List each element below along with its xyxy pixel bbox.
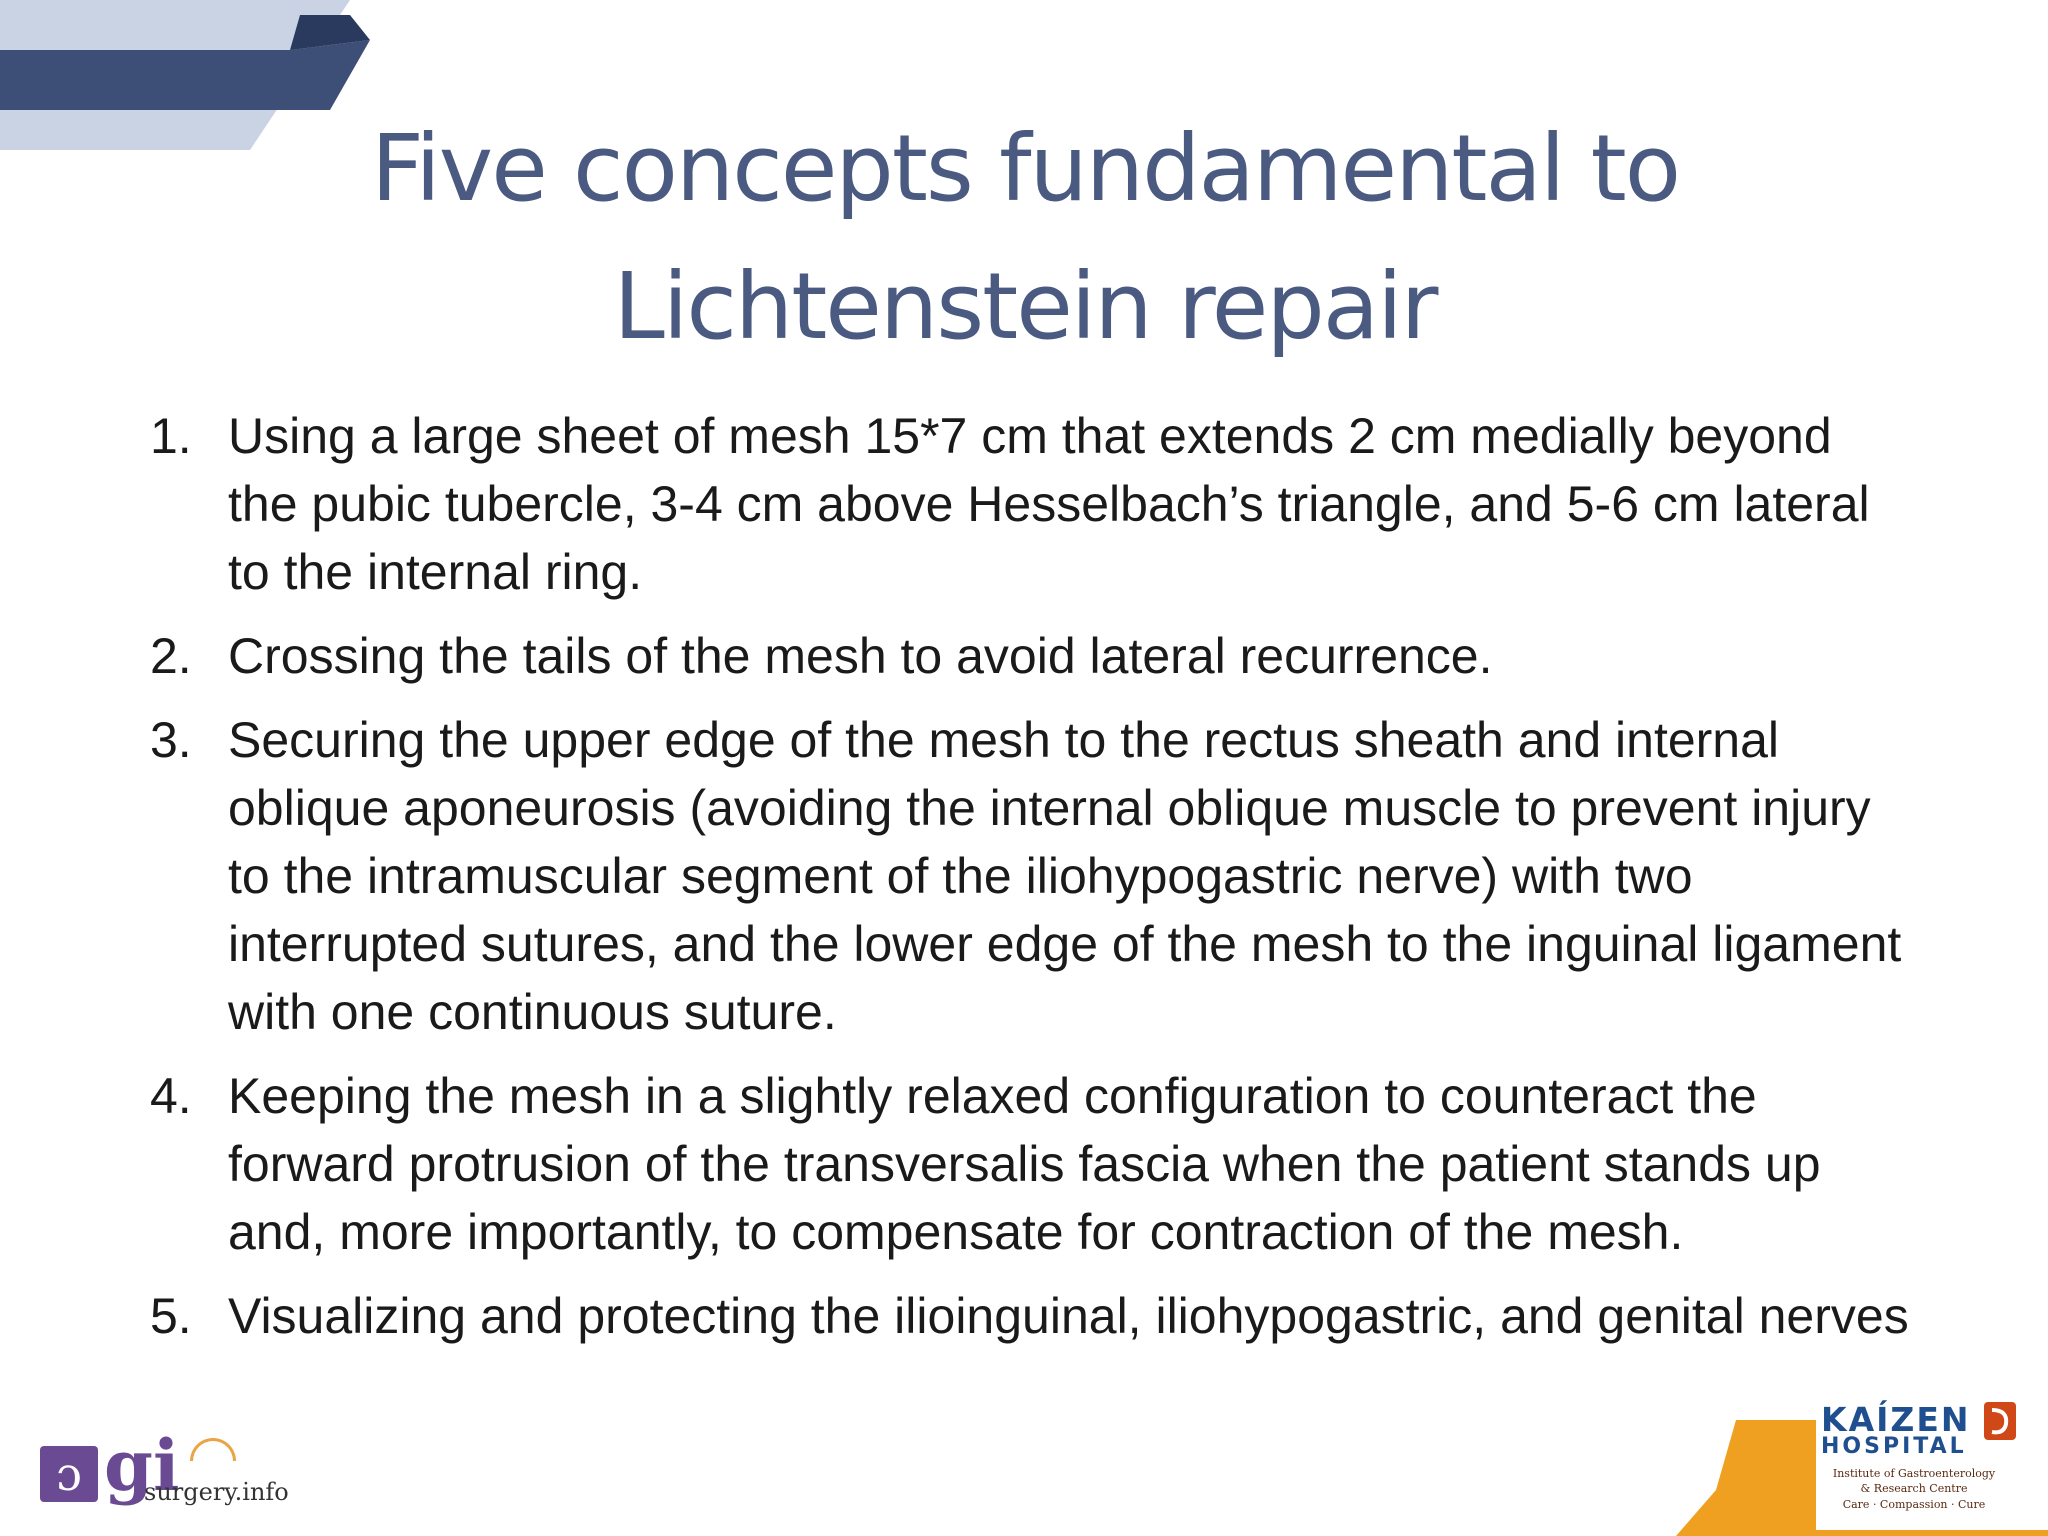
sun-icon [190,1438,236,1461]
list-item [150,622,1910,690]
kaizen-institute-line-2: & Research Centre [1860,1482,1968,1495]
title-line-1: Five concepts fundamental to [370,115,1679,222]
kaizen-institute-line-1: Institute of Gastroenterology [1832,1467,1996,1480]
kaizen-institute [1824,1466,2004,1496]
gisurgery-logo-name: gi [104,1424,180,1507]
list-item-text: Visualizing and protecting the ilioinguinal, iliohypogastric, and genital nerves [228,1288,1909,1344]
gisurgery-logo [40,1424,289,1510]
list-item-text: Keeping the mesh in a slightly relaxed configuration to counteract the forward protrusion of the transversalis fascia when the patient stands up and, more importantly, to compensate for contraction of the mesh. [228,1068,1821,1260]
list-item [150,1062,1910,1266]
slide-title [150,100,1900,376]
list-item [150,1282,1910,1350]
concepts-list [150,402,1910,1366]
list-item [150,402,1910,606]
list-item-text: Using a large sheet of mesh 15*7 cm that extends 2 cm medially beyond the pubic tubercle, 3-4 cm above Hesselbach’s triangle, and 5-6 cm lateral to the internal ring. [228,408,1870,600]
list-item-number: 3. [150,712,192,768]
kaizen-tagline: Care · Compassion · Cure [1842,1498,1986,1511]
title-line-2: Lichtenstein repair [613,253,1437,360]
list-item-text: Crossing the tails of the mesh to avoid lateral recurrence. [228,628,1493,684]
gisurgery-logo-sub: surgery.info [144,1478,289,1506]
list-item-number: 1. [150,408,192,464]
list-item [150,706,1910,1046]
kaizen-hospital-logo [1676,1380,2048,1536]
list-item-number: 5. [150,1288,192,1344]
list-item-number: 2. [150,628,192,684]
kaizen-name: KAÍZEN [1821,1400,1971,1439]
list-item-number: 4. [150,1068,192,1124]
list-item-text: Securing the upper edge of the mesh to the rectus sheath and internal oblique aponeurosis (avoiding the internal oblique muscle to prevent injury to the intramuscular segment of the iliohypogastric nerve) with two interrupted sutures, and the lower edge of the mesh to the inguinal ligament with one continuous suture. [228,712,1902,1040]
kaizen-hospital-label: HOSPITAL [1821,1434,1967,1459]
gisurgery-logo-mark: ɔ [40,1446,98,1502]
